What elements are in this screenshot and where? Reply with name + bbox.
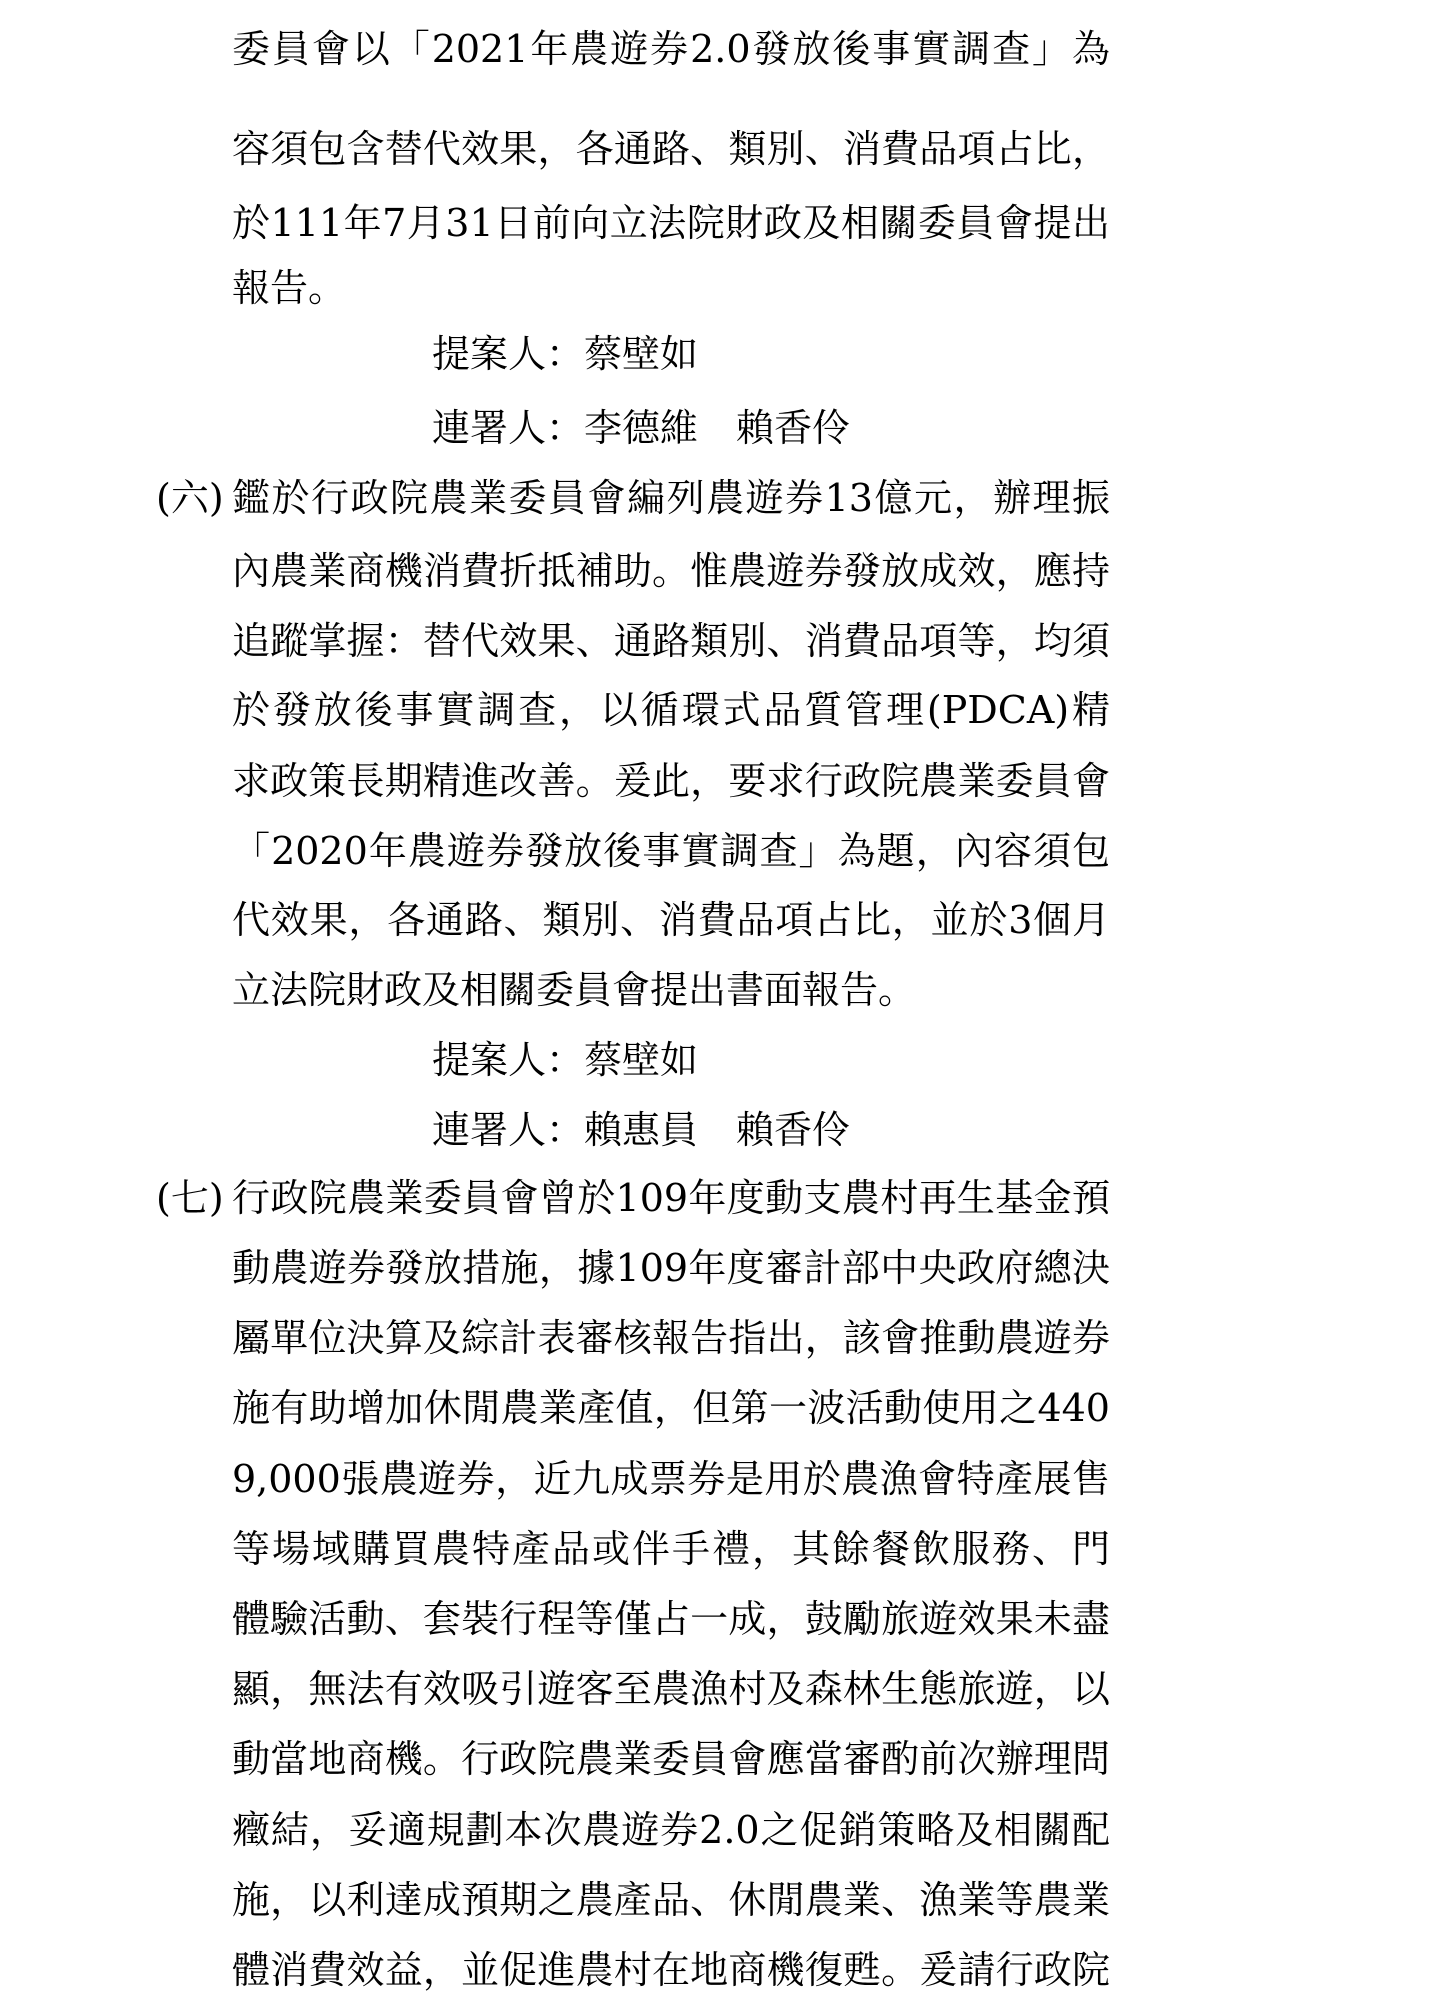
text-line: 於發放後事實調查，以循環式品質管理(PDCA)精 [232, 688, 1110, 732]
text-line: 容須包含替代效果，各通路、類別、消費品項占比， [232, 127, 1110, 171]
text-line: 立法院財政及相關委員會提出書面報告。 [232, 968, 917, 1012]
text-line: 報告。 [232, 266, 347, 310]
text-line: 等場域購買農特產品或伴手禮，其餘餐飲服務、門 [232, 1527, 1110, 1571]
text-line: 體消費效益，並促進農村在地商機復甦。爰請行政院 [232, 1948, 1110, 1992]
text-line: 屬單位決算及綜計表審核報告指出，該會推動農遊券 [232, 1316, 1110, 1360]
text-line: 內農業商機消費折抵補助。惟農遊券發放成效，應持 [232, 549, 1110, 593]
text-line: 動農遊券發放措施，據109年度審計部中央政府總決 [232, 1246, 1110, 1290]
text-line: 癥結，妥適規劃本次農遊券2.0之促銷策略及相關配 [232, 1808, 1110, 1852]
text-line: 追蹤掌握：替代效果、通路類別、消費品項等，均須 [232, 619, 1110, 663]
text-line: 9,000張農遊券，近九成票券是用於農漁會特產展售 [232, 1457, 1110, 1501]
text-line: 「2020年農遊券發放後事實調查」為題，內容須包 [232, 829, 1110, 873]
text-line: 求政策長期精進改善。爰此，要求行政院農業委員會 [232, 759, 1110, 803]
text-line: 施，以利達成預期之農產品、休閒農業、漁業等農業 [232, 1878, 1110, 1922]
proposer-line: 提案人：蔡壁如 [432, 332, 699, 376]
text-line: 顯，無法有效吸引遊客至農漁村及森林生態旅遊，以 [232, 1667, 1110, 1711]
item-marker: (六) [156, 476, 224, 520]
cosigners-line: 連署人：李德維 賴香伶 [432, 406, 851, 450]
text-line: 於111年7月31日前向立法院財政及相關委員會提出 [232, 201, 1110, 245]
text-line: 行政院農業委員會曾於109年度動支農村再生基金預 [232, 1176, 1110, 1220]
text-line: 動當地商機。行政院農業委員會應當審酌前次辦理問 [232, 1737, 1110, 1781]
proposer-line: 提案人：蔡壁如 [432, 1038, 699, 1082]
text-line: 體驗活動、套裝行程等僅占一成，鼓勵旅遊效果未盡 [232, 1597, 1110, 1641]
text-line: 施有助增加休閒農業產值，但第一波活動使用之440 [232, 1386, 1110, 1430]
text-line: 鑑於行政院農業委員會編列農遊券13億元，辦理振 [232, 476, 1110, 520]
text-line: 代效果，各通路、類別、消費品項占比，並於3個月 [232, 898, 1110, 942]
cosigners-line: 連署人：賴惠員 賴香伶 [432, 1108, 851, 1152]
text-line: 委員會以「2021年農遊券2.0發放後事實調查」為 [232, 27, 1110, 71]
item-marker: (七) [156, 1176, 224, 1220]
